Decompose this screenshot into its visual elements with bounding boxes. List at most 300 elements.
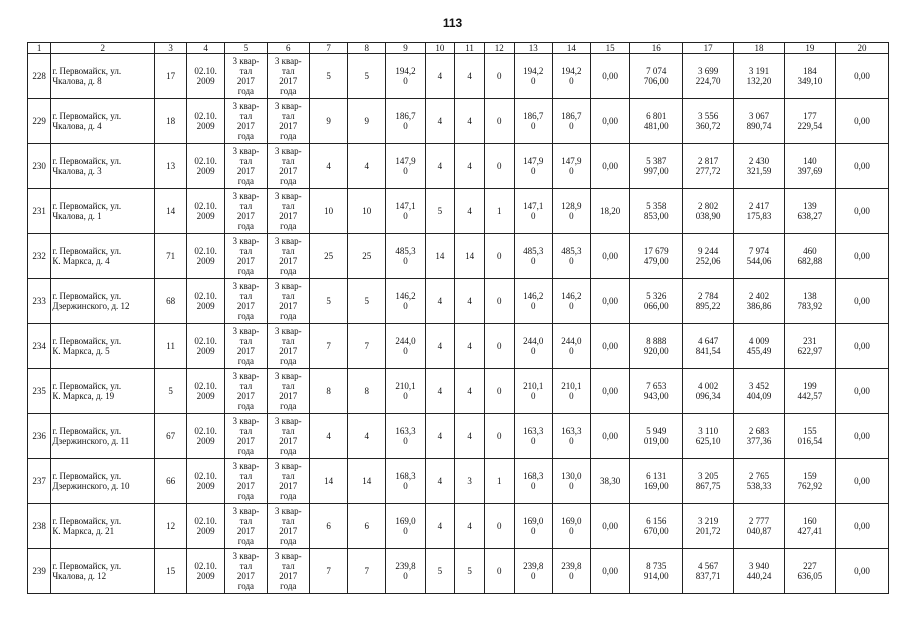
cell-text: 4 [467, 161, 472, 171]
cell-text: 0,00 [602, 251, 618, 261]
table-cell-c8 [348, 549, 386, 594]
table-cell-q1 [225, 414, 267, 459]
cell-text: 02.10. 2009 [194, 111, 217, 131]
cell-text: 2 402 386,86 [746, 291, 772, 311]
table-cell-n [28, 369, 51, 414]
table-cell-c17 [683, 144, 734, 189]
cell-text: 0,00 [854, 341, 870, 351]
cell-text: 25 [362, 251, 372, 261]
table-cell-c14 [552, 234, 590, 279]
table-cell-addr [51, 504, 155, 549]
cell-text: 0 [497, 251, 502, 261]
cell-text: 130,0 0 [561, 471, 582, 491]
table-cell-c3 [155, 99, 187, 144]
cell-text: 0,00 [602, 566, 618, 576]
cell-text: 0,00 [854, 161, 870, 171]
table-cell-c20 [835, 549, 888, 594]
cell-text: 239,8 0 [523, 561, 544, 581]
cell-text: 4 [437, 296, 443, 306]
cell-text: 186,7 0 [561, 111, 582, 131]
cell-text: 239 [32, 566, 46, 576]
cell-text: 4 [467, 206, 472, 216]
table-cell-q2 [267, 324, 309, 369]
cell-text: 3 квар- тал 2017 года [232, 281, 260, 321]
table-cell-c11 [455, 99, 485, 144]
cell-text: 0,00 [854, 476, 870, 486]
cell-text: 3 квар- тал 2017 года [232, 191, 260, 231]
cell-text: 7 [326, 566, 331, 576]
table-cell-c3 [155, 189, 187, 234]
cell-text: 02.10. 2009 [194, 426, 217, 446]
table-cell-c20 [835, 234, 888, 279]
cell-text: г. Первомайск, ул. К. Маркса, д. 19 [52, 381, 122, 401]
table-cell-c20 [835, 369, 888, 414]
cell-text: 4 [437, 476, 443, 486]
cell-text: 3 квар- тал 2017 года [274, 506, 302, 546]
cell-text: 244,0 0 [395, 336, 416, 356]
table-cell-c19 [784, 234, 835, 279]
cell-text: 0 [497, 566, 502, 576]
cell-text: 5 [437, 206, 443, 216]
table-cell-c9 [386, 549, 425, 594]
cell-text: 0 [497, 71, 502, 81]
table-cell-n [28, 99, 51, 144]
cell-text: 147,1 0 [523, 201, 544, 221]
table-cell-c18 [734, 369, 785, 414]
table-cell-c13 [514, 189, 552, 234]
cell-text: 128,9 0 [561, 201, 582, 221]
column-header: 14 [552, 43, 590, 54]
cell-text: г. Первомайск, ул. Чкалова, д. 4 [52, 111, 122, 131]
cell-text: 3 квар- тал 2017 года [232, 371, 260, 411]
table-cell-n [28, 504, 51, 549]
cell-text: 3 квар- тал 2017 года [274, 551, 302, 591]
cell-text: 0,00 [602, 341, 618, 351]
column-header: 2 [51, 43, 155, 54]
cell-text: 140 397,69 [797, 156, 823, 176]
table-cell-c18 [734, 459, 785, 504]
table-cell-c16 [630, 234, 683, 279]
table-row [28, 459, 889, 504]
column-header: 19 [784, 43, 835, 54]
table-cell-c16 [630, 189, 683, 234]
cell-text: 485,3 0 [561, 246, 582, 266]
table-cell-c20 [835, 144, 888, 189]
cell-text: 0,00 [602, 431, 618, 441]
table-row [28, 369, 889, 414]
cell-text: 4 647 841,54 [695, 336, 721, 356]
cell-text: 8 888 920,00 [643, 336, 669, 356]
cell-text: 147,9 0 [561, 156, 582, 176]
table-cell-c14 [552, 459, 590, 504]
cell-text: 194,2 0 [561, 66, 582, 86]
table-cell-q1 [225, 189, 267, 234]
table-cell-date [187, 549, 225, 594]
table-cell-q2 [267, 54, 309, 99]
cell-text: 3 квар- тал 2017 года [232, 551, 260, 591]
table-cell-q2 [267, 459, 309, 504]
table-cell-c19 [784, 369, 835, 414]
table-cell-c12 [484, 54, 514, 99]
table-cell-c20 [835, 414, 888, 459]
table-cell-addr [51, 144, 155, 189]
table-cell-c8 [348, 414, 386, 459]
cell-text: 0,00 [602, 296, 618, 306]
cell-text: 02.10. 2009 [194, 201, 217, 221]
table-cell-c20 [835, 189, 888, 234]
table-cell-c15 [590, 144, 629, 189]
table-cell-date [187, 414, 225, 459]
cell-text: 2 765 538,33 [746, 471, 772, 491]
table-cell-c15 [590, 189, 629, 234]
cell-text: 4 [437, 386, 443, 396]
table-cell-c7 [310, 414, 348, 459]
cell-text: 3 205 867,75 [695, 471, 721, 491]
table-cell-c13 [514, 459, 552, 504]
table-cell-c14 [552, 414, 590, 459]
table-cell-c20 [835, 279, 888, 324]
cell-text: 2 777 040,87 [746, 516, 772, 536]
cell-text: 68 [166, 296, 176, 306]
cell-text: г. Первомайск, ул. Чкалова, д. 1 [52, 201, 122, 221]
cell-text: 163,3 0 [395, 426, 416, 446]
cell-text: 4 [326, 431, 331, 441]
cell-text: 227 636,05 [797, 561, 823, 581]
table-cell-c13 [514, 144, 552, 189]
cell-text: 3 110 625,10 [695, 426, 721, 446]
table-row [28, 234, 889, 279]
table-cell-c12 [484, 459, 514, 504]
column-header: 15 [590, 43, 629, 54]
cell-text: 0 [497, 341, 502, 351]
cell-text: 8 [326, 386, 331, 396]
table-cell-q2 [267, 189, 309, 234]
table-cell-c9 [386, 459, 425, 504]
cell-text: 7 074 706,00 [643, 66, 669, 86]
table-cell-date [187, 324, 225, 369]
cell-text: 02.10. 2009 [194, 561, 217, 581]
cell-text: 25 [324, 251, 334, 261]
cell-text: 3 квар- тал 2017 года [274, 326, 302, 366]
cell-text: 169,0 0 [395, 516, 416, 536]
column-header: 13 [514, 43, 552, 54]
table-cell-c7 [310, 324, 348, 369]
cell-text: 3 191 132,20 [746, 66, 772, 86]
table-cell-c18 [734, 504, 785, 549]
table-cell-c7 [310, 99, 348, 144]
cell-text: 02.10. 2009 [194, 336, 217, 356]
cell-text: 14 [465, 251, 475, 261]
cell-text: 14 [362, 476, 372, 486]
cell-text: 18 [166, 116, 176, 126]
table-cell-c15 [590, 234, 629, 279]
cell-text: 3 квар- тал 2017 года [274, 461, 302, 501]
table-cell-c16 [630, 459, 683, 504]
table-cell-c15 [590, 504, 629, 549]
table-cell-addr [51, 99, 155, 144]
table-cell-c9 [386, 54, 425, 99]
cell-text: 6 156 670,00 [643, 516, 669, 536]
table-cell-c9 [386, 189, 425, 234]
cell-text: 6 131 169,00 [643, 471, 669, 491]
cell-text: г. Первомайск, ул. Чкалова, д. 8 [52, 66, 122, 86]
cell-text: 0,00 [854, 206, 870, 216]
cell-text: 67 [166, 431, 176, 441]
table-cell-c10 [425, 144, 455, 189]
table-cell-c15 [590, 54, 629, 99]
table-cell-c3 [155, 459, 187, 504]
table-cell-c15 [590, 369, 629, 414]
cell-text: 237 [32, 476, 46, 486]
cell-text: 3 556 360,72 [695, 111, 721, 131]
cell-text: 244,0 0 [561, 336, 582, 356]
table-cell-c18 [734, 189, 785, 234]
cell-text: 02.10. 2009 [194, 156, 217, 176]
cell-text: 186,7 0 [523, 111, 544, 131]
table-cell-c8 [348, 279, 386, 324]
cell-text: 4 [437, 71, 443, 81]
table-cell-date [187, 144, 225, 189]
cell-text: 1 [497, 476, 502, 486]
cell-text: 3 квар- тал 2017 года [274, 416, 302, 456]
table-cell-c7 [310, 369, 348, 414]
table-cell-addr [51, 459, 155, 504]
cell-text: 5 326 066,00 [643, 291, 669, 311]
table-cell-q1 [225, 369, 267, 414]
table-cell-n [28, 279, 51, 324]
table-cell-c16 [630, 504, 683, 549]
cell-text: 4 [437, 341, 443, 351]
cell-text: 229 [32, 116, 46, 126]
cell-text: 168,3 0 [523, 471, 544, 491]
table-cell-c3 [155, 234, 187, 279]
cell-text: 3 квар- тал 2017 года [232, 101, 260, 141]
column-number-header [28, 43, 889, 54]
cell-text: 194,2 0 [523, 66, 544, 86]
table-cell-q1 [225, 54, 267, 99]
cell-text: 10 [324, 206, 334, 216]
table-cell-c20 [835, 504, 888, 549]
cell-text: 4 002 096,34 [695, 381, 721, 401]
table-cell-c13 [514, 279, 552, 324]
column-header: 20 [835, 43, 888, 54]
table-cell-c9 [386, 99, 425, 144]
cell-text: 3 квар- тал 2017 года [232, 461, 260, 501]
cell-text: 2 683 377,36 [746, 426, 772, 446]
cell-text: 4 [467, 116, 472, 126]
table-cell-c14 [552, 99, 590, 144]
table-cell-c19 [784, 459, 835, 504]
table-cell-c19 [784, 99, 835, 144]
column-header: 5 [225, 43, 267, 54]
cell-text: 5 [326, 296, 331, 306]
table-cell-date [187, 459, 225, 504]
cell-text: 146,2 0 [395, 291, 416, 311]
table-cell-addr [51, 369, 155, 414]
table-row [28, 144, 889, 189]
table-cell-c10 [425, 324, 455, 369]
table-cell-c8 [348, 324, 386, 369]
cell-text: 14 [435, 251, 445, 261]
table-cell-addr [51, 189, 155, 234]
cell-text: 4 [326, 161, 331, 171]
table-cell-c3 [155, 369, 187, 414]
cell-text: 3 квар- тал 2017 года [232, 506, 260, 546]
cell-text: 139 638,27 [797, 201, 823, 221]
housing-table [27, 42, 889, 594]
cell-text: 4 [467, 431, 472, 441]
cell-text: 0,00 [602, 116, 618, 126]
table-cell-c19 [784, 549, 835, 594]
cell-text: 210,1 0 [561, 381, 582, 401]
cell-text: 17 [166, 71, 176, 81]
table-cell-c8 [348, 234, 386, 279]
cell-text: 02.10. 2009 [194, 291, 217, 311]
table-cell-c18 [734, 324, 785, 369]
table-cell-c3 [155, 279, 187, 324]
cell-text: 5 358 853,00 [643, 201, 669, 221]
cell-text: 14 [324, 476, 334, 486]
column-header: 7 [310, 43, 348, 54]
table-cell-c15 [590, 549, 629, 594]
table-cell-c12 [484, 189, 514, 234]
cell-text: 5 [326, 71, 331, 81]
table-cell-c12 [484, 414, 514, 459]
cell-text: г. Первомайск, ул. К. Маркса, д. 5 [52, 336, 122, 356]
cell-text: 6 [326, 521, 331, 531]
table-cell-c11 [455, 279, 485, 324]
table-cell-q2 [267, 504, 309, 549]
table-cell-c8 [348, 459, 386, 504]
table-cell-c11 [455, 549, 485, 594]
cell-text: 0,00 [602, 386, 618, 396]
table-cell-c12 [484, 279, 514, 324]
cell-text: 236 [32, 431, 46, 441]
table-cell-q1 [225, 99, 267, 144]
cell-text: 0,00 [854, 431, 870, 441]
table-row [28, 549, 889, 594]
cell-text: 3 квар- тал 2017 года [274, 101, 302, 141]
table-cell-c7 [310, 54, 348, 99]
table-cell-c20 [835, 54, 888, 99]
table-cell-c11 [455, 189, 485, 234]
table-cell-c9 [386, 324, 425, 369]
cell-text: 2 784 895,22 [695, 291, 721, 311]
cell-text: 485,3 0 [395, 246, 416, 266]
cell-text: 7 [364, 566, 369, 576]
cell-text: 169,0 0 [523, 516, 544, 536]
table-cell-c14 [552, 369, 590, 414]
table-cell-c19 [784, 144, 835, 189]
table-cell-c9 [386, 369, 425, 414]
table-cell-c11 [455, 144, 485, 189]
cell-text: 233 [32, 296, 46, 306]
cell-text: 460 682,88 [797, 246, 823, 266]
cell-text: 4 [437, 521, 443, 531]
cell-text: 194,2 0 [395, 66, 416, 86]
cell-text: 147,9 0 [395, 156, 416, 176]
table-cell-date [187, 234, 225, 279]
table-cell-c12 [484, 369, 514, 414]
cell-text: 71 [166, 251, 176, 261]
cell-text: 160 427,41 [797, 516, 823, 536]
table-cell-c20 [835, 324, 888, 369]
cell-text: г. Первомайск, ул. К. Маркса, д. 4 [52, 246, 122, 266]
table-cell-c13 [514, 99, 552, 144]
table-cell-c17 [683, 459, 734, 504]
table-cell-c12 [484, 504, 514, 549]
cell-text: 177 229,54 [797, 111, 823, 131]
cell-text: 7 653 943,00 [643, 381, 669, 401]
table-cell-q1 [225, 504, 267, 549]
table-cell-c11 [455, 369, 485, 414]
cell-text: 0,00 [854, 566, 870, 576]
column-header: 11 [455, 43, 485, 54]
cell-text: 155 016,54 [797, 426, 823, 446]
table-cell-q2 [267, 234, 309, 279]
cell-text: 0 [497, 296, 502, 306]
cell-text: 235 [32, 386, 46, 396]
cell-text: 4 [467, 521, 472, 531]
table-cell-c17 [683, 324, 734, 369]
table-cell-c14 [552, 54, 590, 99]
cell-text: г. Первомайск, ул. Чкалова, д. 3 [52, 156, 122, 176]
cell-text: г. Первомайск, ул. К. Маркса, д. 21 [52, 516, 122, 536]
cell-text: 6 801 481,00 [643, 111, 669, 131]
table-cell-c8 [348, 144, 386, 189]
cell-text: 7 [326, 341, 331, 351]
table-cell-c19 [784, 414, 835, 459]
cell-text: 0 [497, 431, 502, 441]
cell-text: 0,00 [602, 521, 618, 531]
table-cell-date [187, 369, 225, 414]
cell-text: 210,1 0 [395, 381, 416, 401]
column-header: 10 [425, 43, 455, 54]
table-cell-c10 [425, 549, 455, 594]
cell-text: 3 940 440,24 [746, 561, 772, 581]
cell-text: 6 [364, 521, 369, 531]
table-cell-q1 [225, 324, 267, 369]
cell-text: 11 [166, 341, 175, 351]
cell-text: 3 квар- тал 2017 года [232, 416, 260, 456]
cell-text: 147,1 0 [395, 201, 416, 221]
table-cell-c8 [348, 54, 386, 99]
table-cell-c14 [552, 279, 590, 324]
cell-text: 3 219 201,72 [695, 516, 721, 536]
cell-text: 3 квар- тал 2017 года [232, 236, 260, 276]
cell-text: 10 [362, 206, 372, 216]
column-header: 9 [386, 43, 425, 54]
cell-text: 4 [467, 341, 472, 351]
column-header: 1 [28, 43, 51, 54]
table-cell-c19 [784, 279, 835, 324]
cell-text: 159 762,92 [797, 471, 823, 491]
table-cell-q1 [225, 549, 267, 594]
table-cell-c16 [630, 369, 683, 414]
cell-text: 02.10. 2009 [194, 381, 217, 401]
cell-text: 0,00 [854, 251, 870, 261]
cell-text: 4 [437, 161, 443, 171]
cell-text: 3 квар- тал 2017 года [274, 191, 302, 231]
table-cell-c9 [386, 279, 425, 324]
table-cell-c17 [683, 279, 734, 324]
table-cell-q2 [267, 144, 309, 189]
table-cell-n [28, 144, 51, 189]
table-cell-q2 [267, 279, 309, 324]
table-row [28, 279, 889, 324]
table-cell-c3 [155, 144, 187, 189]
table-cell-q2 [267, 99, 309, 144]
